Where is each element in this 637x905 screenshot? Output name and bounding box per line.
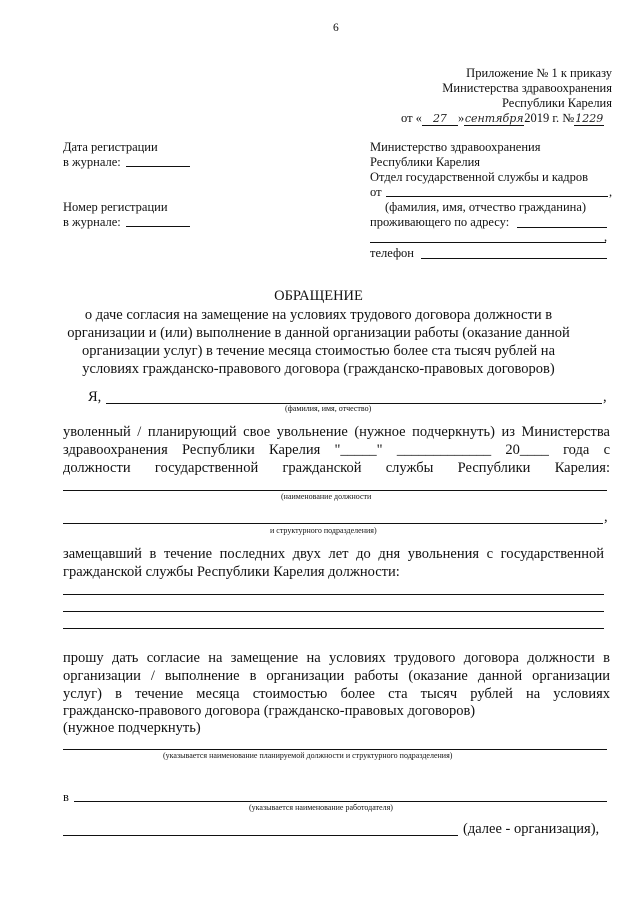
positions-field-2[interactable] xyxy=(63,611,604,612)
employer-field[interactable] xyxy=(74,801,607,802)
addressee-line-2: Республики Карелия xyxy=(370,155,481,169)
unit-hint: и структурного подразделения) xyxy=(270,526,377,535)
order-number: 1229 xyxy=(575,112,604,125)
from-comma: , xyxy=(609,185,613,199)
document-title: ОБРАЩЕНИЕ xyxy=(274,288,363,304)
appendix-line-2: Министерства здравоохранения xyxy=(442,81,612,95)
positions-field-1[interactable] xyxy=(63,594,604,595)
subtitle-line-4: условиях гражданско-правового договора (гражданско-правовых договоров) xyxy=(82,361,555,377)
appendix-line-1: Приложение № 1 к приказу xyxy=(466,66,612,80)
para2-line-1: замещавший в течение последних двух лет до дня увольнения с государственной xyxy=(63,546,604,562)
position-field[interactable] xyxy=(63,490,607,491)
unit-field[interactable] xyxy=(63,523,603,524)
fio-comma: , xyxy=(603,389,607,405)
subtitle-line-1: о даче согласия на замещение на условиях трудового договора должности в xyxy=(84,307,553,323)
ya-label: Я, xyxy=(88,389,102,405)
positions-field-3[interactable] xyxy=(63,628,604,629)
from-field[interactable] xyxy=(386,196,608,197)
reg-date-label: Дата регистрации xyxy=(63,140,158,154)
employer-hint: (указывается наименование работодателя) xyxy=(249,803,393,812)
subtitle-line-2: организации и (или) выполнение в данной организации работы (оказание данной xyxy=(67,325,570,341)
planned-position-hint: (указывается наименование планируемой должности и структурного подразделения) xyxy=(163,751,453,760)
v-label: в xyxy=(63,790,69,804)
org-suffix: (далее - организация), xyxy=(463,821,600,837)
position-hint: (наименование должности xyxy=(281,492,372,501)
para1-line-3: должности государственной гражданской службы Республики Карелия: xyxy=(63,460,610,476)
para3-line-4: гражданско-правового договора (гражданско-правовых договоров) xyxy=(63,703,476,719)
date-month: сентября xyxy=(464,112,524,125)
para2-line-2: гражданской службы Республики Карелия должности: xyxy=(63,564,400,580)
date-suffix: 2019 г. № xyxy=(524,111,575,125)
reg-date-journal-label: в журнале: xyxy=(63,155,121,169)
para3-line-1: прошу дать согласие на замещение на условиях трудового договора должности в xyxy=(63,650,610,666)
date-prefix: от « xyxy=(401,111,422,125)
para3-line-3: услуг) в течение месяца стоимостью более ста тысяч рублей на условиях xyxy=(63,686,610,702)
from-label: от xyxy=(370,185,382,199)
phone-field[interactable] xyxy=(421,258,607,259)
address-label: проживающего по адресу: xyxy=(370,215,510,229)
reg-number-journal-label: в журнале: xyxy=(63,215,121,229)
date-mid: » xyxy=(457,111,465,125)
appendix-line-3: Республики Карелия xyxy=(501,96,612,110)
para1-line-1: уволенный / планирующий свое увольнение (нужное подчеркнуть) из Министерства xyxy=(63,424,610,440)
date-day: 27 xyxy=(422,112,458,126)
para3-line-2: организации / выполнение в организации работы (оказание данной организации xyxy=(63,668,610,684)
addressee-line-1: Министерство здравоохранения xyxy=(370,140,541,154)
reg-date-field[interactable] xyxy=(126,166,190,167)
addressee-line-3: Отдел государственной службы и кадров xyxy=(370,170,589,184)
para3-line-5: (нужное подчеркнуть) xyxy=(63,720,201,736)
page-number: 6 xyxy=(333,22,339,34)
para1-line-2: здравоохранения Республики Карелия "_____" _____________ 20____ года с xyxy=(63,442,610,458)
subtitle-line-3: организации услуг) в течение месяца стоимостью более ста тысяч рублей на xyxy=(81,343,556,359)
address-field-2[interactable] xyxy=(370,242,606,243)
fio-hint: (фамилия, имя, отчество гражданина) xyxy=(385,200,587,214)
planned-position-field[interactable] xyxy=(63,749,607,750)
appendix-date xyxy=(401,111,604,126)
address-field-1[interactable] xyxy=(517,227,607,228)
unit-comma: , xyxy=(604,509,608,525)
organization-field[interactable] xyxy=(63,835,458,836)
reg-number-field[interactable] xyxy=(126,226,190,227)
phone-label: телефон xyxy=(370,246,414,260)
fio-field-hint: (фамилия, имя, отчество) xyxy=(285,404,372,413)
address-comma: , xyxy=(604,230,608,244)
reg-number-label: Номер регистрации xyxy=(63,200,168,214)
